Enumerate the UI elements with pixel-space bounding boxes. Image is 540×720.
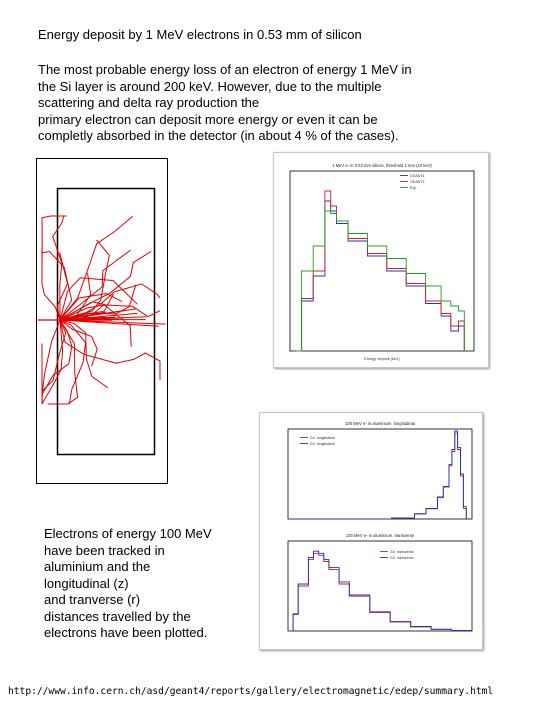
description-line: have been tracked in xyxy=(44,542,165,558)
description-line: electrons have been plotted. xyxy=(44,625,208,640)
plot-frame xyxy=(290,171,474,351)
description-line: aluminium and the xyxy=(44,559,151,574)
x-axis-label: Energy deposit (keV) xyxy=(364,357,400,361)
legend-entry: Exp. xyxy=(410,186,418,190)
description-line: and tranverse (r) xyxy=(44,592,141,607)
legend-entry: G3, transverse xyxy=(390,556,414,560)
chart-title: 100 MeV e- in aluminium, transverse xyxy=(345,533,415,538)
legend-entry: GEANT4 xyxy=(410,174,425,178)
paragraph-line: primary electron can deposit more energy or even it can be xyxy=(38,111,378,127)
source-url-link[interactable]: http://www.info.cern.ch/asd/geant4/reports/gallery/electromagnetic/edep/summary.html xyxy=(8,686,494,697)
description-text xyxy=(44,526,212,642)
energy-deposit-chart-panel xyxy=(273,152,489,368)
chart-title: 1 MeV e- in 0.53 mm silicon, threshold 1 mm (10 keV) xyxy=(332,163,432,168)
chart-title: 100 MeV e- in aluminium, longitudinal xyxy=(345,421,415,426)
legend-entry: G3, longitudinal xyxy=(310,442,335,446)
legend-entry: G4, transverse xyxy=(390,550,414,554)
paragraph-line: scattering and delta ray production the xyxy=(38,95,260,110)
paragraph-line: the Si layer is around 200 keV. However, due to the multiple xyxy=(38,78,382,94)
plot-frame xyxy=(288,541,472,631)
page-title: Energy deposit by 1 MeV electrons in 0.53 mm of silicon xyxy=(38,27,362,42)
longitudinal-chart xyxy=(260,413,482,531)
electron-track-image xyxy=(36,158,168,484)
image-frame xyxy=(37,159,168,484)
paragraph-line: completly absorbed in the detector (in about 4 % of the cases). xyxy=(38,128,399,143)
aluminium-charts-panel xyxy=(259,412,483,650)
description-line: longitudinal (z) xyxy=(44,575,129,591)
description-line: Electrons of energy 100 MeV xyxy=(44,526,212,541)
energy-deposit-chart xyxy=(274,153,488,367)
transverse-chart xyxy=(260,531,482,649)
intro-paragraph xyxy=(38,62,478,145)
legend-entry: G4, longitudinal xyxy=(310,436,335,440)
paragraph-line: The most probable energy loss of an electron of energy 1 MeV in xyxy=(38,62,412,77)
description-line: distances travelled by the xyxy=(44,608,191,624)
legend-entry: GEANT3 xyxy=(410,180,425,184)
